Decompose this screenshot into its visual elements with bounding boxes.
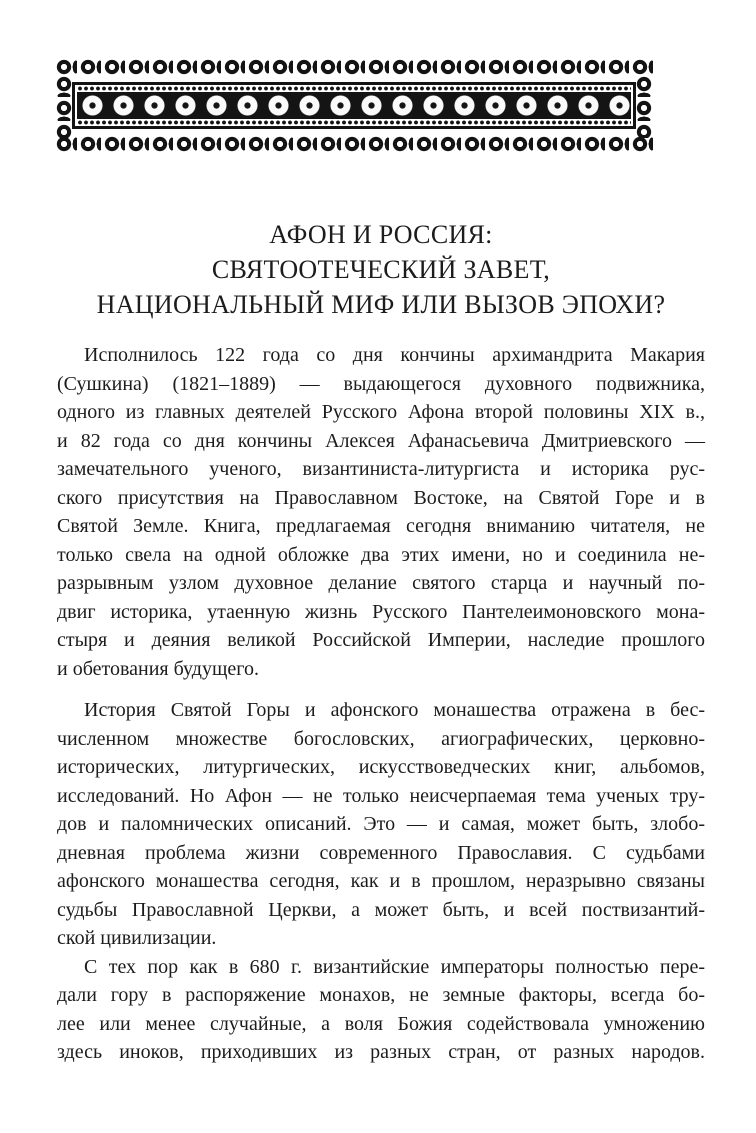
text-line: двиг историка, утаенную жизнь Русского Пантелеимоновского мона- [57, 600, 705, 623]
text-line: одного из главных деятелей Русского Афона второй половины XIX в., [57, 401, 705, 423]
text-line: лее или менее случайные, а воля Божия содействовала умножению [57, 1012, 705, 1035]
text-line: АФОН И РОССИЯ: [269, 220, 493, 249]
text-line: стыря и деяния великой Российской Империи, наследие прошлого [57, 629, 705, 651]
text-line: дневная проблема жизни современного Православия. С судьбами [57, 841, 705, 864]
ornament-dotted-row-bottom-icon [77, 120, 631, 125]
text-line: ской цивилизации. [57, 927, 217, 949]
paragraph-2 [57, 696, 705, 953]
text-line: разрывным узлом духовное делание святого старца и научный по- [57, 572, 705, 594]
text-line: судьбы Православной Церкви, а может быть, и всей поствизантий- [57, 898, 705, 921]
chapter-title [57, 217, 705, 322]
text-line: замечательного ученого, византиниста-литургиста и историка рус- [57, 458, 705, 480]
text-line: С тех пор как в 680 г. византийские императоры полностью пере- [84, 955, 705, 978]
text-line: афонского монашества сегодня, как и в прошлом, неразрывно связаны [57, 870, 705, 892]
text-line: дов и паломнических описаний. Это — и самая, может быть, злобо- [57, 813, 705, 835]
text-line: только свела на одной обложке два этих имени, но и соединила не- [57, 543, 705, 566]
header-ornament-floral-band [53, 56, 655, 155]
bead-chain-top-icon [53, 56, 655, 78]
text-line: исторических, литургических, искусствоведческих книг, альбомов, [57, 756, 705, 778]
text-line: и 82 года со дня кончины Алексея Афанасьевича Дмитриевского — [57, 429, 705, 452]
text-line: НАЦИОНАЛЬНЫЙ МИФ ИЛИ ВЫЗОВ ЭПОХИ? [96, 290, 666, 319]
bead-chain-right-icon [633, 73, 655, 138]
bead-chain-bottom-icon [53, 133, 655, 155]
text-line: исследований. Но Афон — не только неисчерпаемая тема ученых тру- [57, 784, 705, 807]
rosette-band-icon [77, 92, 631, 119]
paragraph-3 [57, 953, 705, 1067]
text-line: СВЯТООТЕЧЕСКИЙ ЗАВЕТ, [211, 255, 551, 284]
text-line: Исполнилось 122 года со дня кончины архимандрита Макария [84, 344, 705, 366]
text-line: (Сушкина) (1821–1889) — выдающегося духовного подвижника, [57, 372, 705, 395]
text-line: здесь иноков, приходивших из разных стран, от разных народов. [57, 1041, 705, 1063]
ornament-dotted-row-top-icon [77, 86, 631, 91]
paragraph-1 [57, 341, 705, 683]
text-line: дали гору в распоряжение монахов, не земные факторы, всегда бо- [57, 984, 705, 1006]
body-text [57, 341, 705, 1067]
text-line: численном множестве богословских, агиографических, церковно- [57, 727, 705, 750]
ornament-inner-frame [72, 82, 636, 129]
text-line: Святой Земле. Книга, предлагаемая сегодня вниманию читателя, не [57, 515, 705, 537]
text-line: и обетования будущего. [57, 657, 259, 680]
text-line: История Святой Горы и афонского монашества отражена в бес- [84, 699, 705, 721]
text-line: ского присутствия на Православном Востоке, на Святой Горе и в [57, 486, 705, 509]
